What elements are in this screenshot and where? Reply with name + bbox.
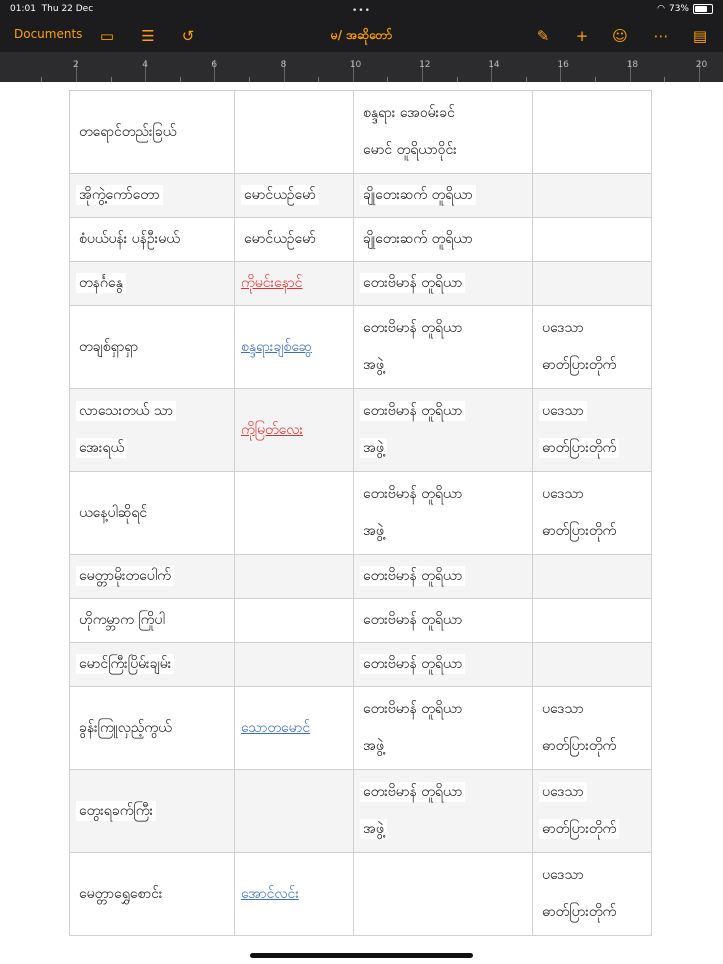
cell-text [76, 114, 228, 151]
table-row [70, 599, 652, 643]
highlighted-text: လာသေးတယ် သာ [76, 401, 176, 421]
table-row [70, 306, 652, 389]
song-title-cell[interactable] [70, 174, 235, 218]
song-title-cell[interactable] [70, 555, 235, 599]
cell-text [76, 876, 228, 913]
ruler-label: 6 [211, 60, 218, 70]
cell-text [360, 476, 526, 513]
cell-text [76, 430, 228, 467]
ruler-label: 10 [349, 60, 362, 70]
highlighted-text: တချစ်ရှာရှာ [76, 337, 141, 357]
cell-text [76, 602, 228, 639]
list-icon[interactable]: ☰ [141, 27, 155, 45]
cell-text [539, 857, 645, 894]
ensemble-cell[interactable] [354, 853, 533, 936]
status-time [10, 4, 93, 14]
undo-icon[interactable]: ↺ [181, 27, 195, 45]
song-title-cell[interactable] [70, 687, 235, 770]
highlighted-text: အဖွဲ့ [360, 819, 387, 839]
cell-text [360, 265, 526, 302]
cell-text [360, 393, 526, 430]
status-time-text: 01:01 [10, 4, 36, 14]
lyricist-cell[interactable] [235, 643, 354, 687]
cell-text [76, 393, 228, 430]
table-row [70, 770, 652, 853]
highlighted-text: တေးဗိမာန် တူရိယာ [360, 273, 465, 293]
link-text[interactable]: စန္ဒရားချစ်ဆွေ [241, 338, 313, 355]
wifi-icon: ◠ [657, 4, 665, 14]
name-link[interactable] [241, 412, 347, 449]
cell-text [360, 513, 526, 550]
highlighted-text: မေတ္တာမိုးတပေါက် [76, 566, 174, 586]
link-text[interactable]: အောင်လင်း [241, 885, 299, 902]
highlighted-text: ဓာတ်ပြားတိုက် [539, 438, 619, 458]
cell-text [539, 774, 645, 811]
highlighted-text: ဓာတ်ပြားတိုက် [539, 902, 619, 922]
link-text[interactable]: သောတမောင် [241, 719, 311, 736]
highlighted-text: တေးဗိမာန် တူရိယာ [360, 610, 465, 630]
label-cell[interactable] [533, 687, 652, 770]
highlighted-text: အဖွဲ့ [360, 355, 387, 375]
cell-text [539, 347, 645, 384]
song-title-cell[interactable] [70, 262, 235, 306]
table-row [70, 174, 652, 218]
highlighted-text: မောင် တူရိယာဝိုင်း [360, 140, 460, 160]
song-title-cell[interactable] [70, 853, 235, 936]
ruler-label: 18 [626, 60, 639, 70]
lyricist-cell[interactable] [235, 218, 354, 262]
cell-text [76, 221, 228, 258]
highlighted-text: တရောင်တည်းခြယ် [76, 122, 179, 142]
cell-text [360, 728, 526, 765]
cell-text [539, 476, 645, 513]
highlighted-text: ပဒေသာ [539, 865, 587, 885]
ensemble-cell[interactable] [354, 472, 533, 555]
ensemble-cell[interactable] [354, 306, 533, 389]
sidebar-icon[interactable]: ▭ [99, 27, 115, 45]
table-row [70, 218, 652, 262]
cell-text [241, 177, 347, 214]
add-icon[interactable]: + [575, 27, 589, 45]
cell-text [76, 710, 228, 747]
ruler-label: 2 [73, 60, 79, 70]
table-row [70, 853, 652, 936]
cell-text [76, 495, 228, 532]
table-row [70, 472, 652, 555]
cell-text [539, 310, 645, 347]
table-row [70, 91, 652, 174]
highlighted-text: ပဒေသာ [539, 484, 587, 504]
lyricist-cell[interactable] [235, 770, 354, 853]
name-link[interactable] [241, 710, 347, 747]
battery-icon [693, 4, 713, 14]
cell-text [539, 811, 645, 848]
ensemble-cell[interactable] [354, 643, 533, 687]
highlighted-text: အိုကွဲ့ကော်တော [76, 185, 163, 205]
cell-text [360, 774, 526, 811]
status-right [657, 4, 713, 14]
label-cell[interactable] [533, 599, 652, 643]
cell-text [360, 347, 526, 384]
cell-text [360, 177, 526, 214]
table-row [70, 687, 652, 770]
more-icon[interactable]: ⋯ [653, 27, 669, 45]
cell-text [539, 691, 645, 728]
lyricist-cell[interactable] [235, 389, 354, 472]
cell-text [360, 602, 526, 639]
table-row [70, 389, 652, 472]
highlighted-text: ပဒေသာ [539, 782, 587, 802]
cell-text [360, 95, 526, 132]
highlighted-text: ချိုတေးဆက် တူရိယာ [360, 229, 476, 249]
ruler-label: 14 [488, 60, 500, 70]
ensemble-cell[interactable] [354, 91, 533, 174]
highlighted-text: ဓာတ်ပြားတိုက် [539, 736, 619, 756]
highlighted-text: ဓာတ်ပြားတိုက် [539, 521, 619, 541]
highlighted-text: တွေးရခက်ကြီး [76, 801, 156, 821]
highlighted-text: ယနေ့ပါဆိုရင် [76, 503, 150, 523]
ruler-label: 8 [280, 60, 287, 70]
document-options-icon[interactable]: ▤ [692, 27, 708, 45]
lyricist-cell[interactable] [235, 262, 354, 306]
ensemble-cell[interactable] [354, 687, 533, 770]
cell-text [360, 558, 526, 595]
cell-text [241, 221, 347, 258]
label-cell[interactable] [533, 218, 652, 262]
name-link[interactable] [241, 265, 347, 302]
highlighted-text: အဖွဲ့ [360, 521, 387, 541]
label-cell[interactable] [533, 853, 652, 936]
highlighted-text: ပဒေသာ [539, 699, 587, 719]
song-title-cell[interactable] [70, 643, 235, 687]
label-cell[interactable] [533, 174, 652, 218]
highlighted-text: တေးဗိမာန် တူရိယာ [360, 654, 465, 674]
cell-text [360, 310, 526, 347]
highlighted-text: မောင်ယဉ်မော် [241, 229, 319, 249]
ruler-label: 16 [557, 60, 569, 70]
highlighted-text: တေးဗိမာန် တူရိယာ [360, 566, 465, 586]
battery-percent: 73% [668, 4, 689, 14]
collaborate-icon[interactable]: ☺ [612, 27, 628, 45]
cell-text [76, 558, 228, 595]
highlighted-text: အဖွဲ့ [360, 438, 387, 458]
ensemble-cell[interactable] [354, 218, 533, 262]
song-title-cell[interactable] [70, 389, 235, 472]
song-title-cell[interactable] [70, 599, 235, 643]
highlighted-text: တေးဗိမာန် တူရိယာ [360, 699, 465, 719]
ensemble-cell[interactable] [354, 262, 533, 306]
highlighted-text: တေးဗိမာန် တူရိယာ [360, 484, 465, 504]
highlighted-text: တနင်္ဂနွေ [76, 273, 126, 293]
lyricist-cell[interactable] [235, 555, 354, 599]
top-bar [0, 0, 723, 52]
cell-text [76, 329, 228, 366]
name-link[interactable] [241, 876, 347, 913]
cell-text [539, 894, 645, 931]
label-cell[interactable] [533, 555, 652, 599]
cell-text [360, 691, 526, 728]
label-cell[interactable] [533, 306, 652, 389]
cell-text [539, 728, 645, 765]
song-title-cell[interactable] [70, 218, 235, 262]
lyricist-cell[interactable] [235, 472, 354, 555]
link-text[interactable]: ကိုမင်းနောင် [241, 275, 303, 291]
ensemble-cell[interactable] [354, 599, 533, 643]
highlighted-text: စန္ဒရား အေဝမ်းခင် [360, 103, 458, 123]
cell-text [76, 793, 228, 830]
cell-text [360, 430, 526, 467]
ensemble-cell[interactable] [354, 389, 533, 472]
highlighted-text: တေးဗိမာန် တူရိယာ [360, 782, 465, 802]
lyricist-cell[interactable] [235, 687, 354, 770]
highlighted-text: ချိုတေးဆက် တူရိယာ [360, 185, 476, 205]
ruler-label: 12 [419, 60, 431, 70]
ensemble-cell[interactable] [354, 555, 533, 599]
highlighted-text: တေးဗိမာန် တူရိယာ [360, 401, 465, 421]
cell-text [539, 513, 645, 550]
lyricist-cell[interactable] [235, 599, 354, 643]
lyricist-cell[interactable] [235, 306, 354, 389]
label-cell[interactable] [533, 643, 652, 687]
cell-text [360, 132, 526, 169]
highlighted-text: တေးဗိမာန် တူရိယာ [360, 318, 465, 338]
lyricist-cell[interactable] [235, 91, 354, 174]
cell-text [539, 430, 645, 467]
highlighted-text: ခွန်းကြူလှည့်ကွယ် [76, 718, 175, 738]
label-cell[interactable] [533, 770, 652, 853]
song-title-cell[interactable] [70, 472, 235, 555]
lyricist-cell[interactable] [235, 174, 354, 218]
highlighted-text: ဓာတ်ပြားတိုက် [539, 355, 619, 375]
highlighted-text: မောင်ကြီးပြိမ်းချမ်း [76, 654, 174, 674]
label-cell[interactable] [533, 91, 652, 174]
highlighted-text: ပဒေသာ [539, 318, 587, 338]
table-row [70, 555, 652, 599]
cell-text [360, 221, 526, 258]
label-cell[interactable] [533, 389, 652, 472]
documents-button[interactable]: Documents [14, 27, 83, 41]
song-title-cell[interactable] [70, 91, 235, 174]
song-title-cell[interactable] [70, 770, 235, 853]
label-cell[interactable] [533, 262, 652, 306]
song-table [69, 90, 652, 936]
table-row [70, 643, 652, 687]
link-text[interactable]: ကိုမြတ်လေး [241, 421, 303, 438]
highlighted-text: ဟိုကမ္ဘာက ကြိုပါ [76, 610, 168, 630]
cell-text [76, 265, 228, 302]
document-page[interactable] [0, 82, 723, 964]
ruler-label: 4 [142, 60, 148, 70]
cell-text [360, 646, 526, 683]
toolbar [0, 24, 723, 48]
highlighted-text: ပဒေသာ [539, 401, 587, 421]
cell-text [76, 177, 228, 214]
status-date-text: Thu 22 Dec [41, 4, 94, 14]
highlighted-text: မေတ္တာရွှေစောင်း [76, 884, 165, 904]
format-brush-icon[interactable]: ✎ [536, 27, 550, 45]
ruler-label: 20 [695, 60, 708, 70]
lyricist-cell[interactable] [235, 853, 354, 936]
label-cell[interactable] [533, 472, 652, 555]
highlighted-text: အေးရယ် [76, 438, 127, 458]
home-indicator[interactable] [250, 953, 473, 958]
cell-text [360, 811, 526, 848]
ruler[interactable] [0, 52, 723, 82]
ensemble-cell[interactable] [354, 770, 533, 853]
multitasking-dots-icon[interactable]: ••• [352, 6, 371, 16]
cell-text [76, 646, 228, 683]
cell-text [539, 393, 645, 430]
highlighted-text: စံပယ်ပန်း ပန်ဦးမယ် [76, 229, 183, 249]
name-link[interactable] [241, 329, 347, 366]
document-title[interactable]: မ/ အဆိုတော် [330, 28, 393, 42]
highlighted-text: ဓာတ်ပြားတိုက် [539, 819, 619, 839]
highlighted-text: မောင်ယဉ်မော် [241, 185, 319, 205]
ensemble-cell[interactable] [354, 174, 533, 218]
song-title-cell[interactable] [70, 306, 235, 389]
highlighted-text: အဖွဲ့ [360, 736, 387, 756]
table-row [70, 262, 652, 306]
